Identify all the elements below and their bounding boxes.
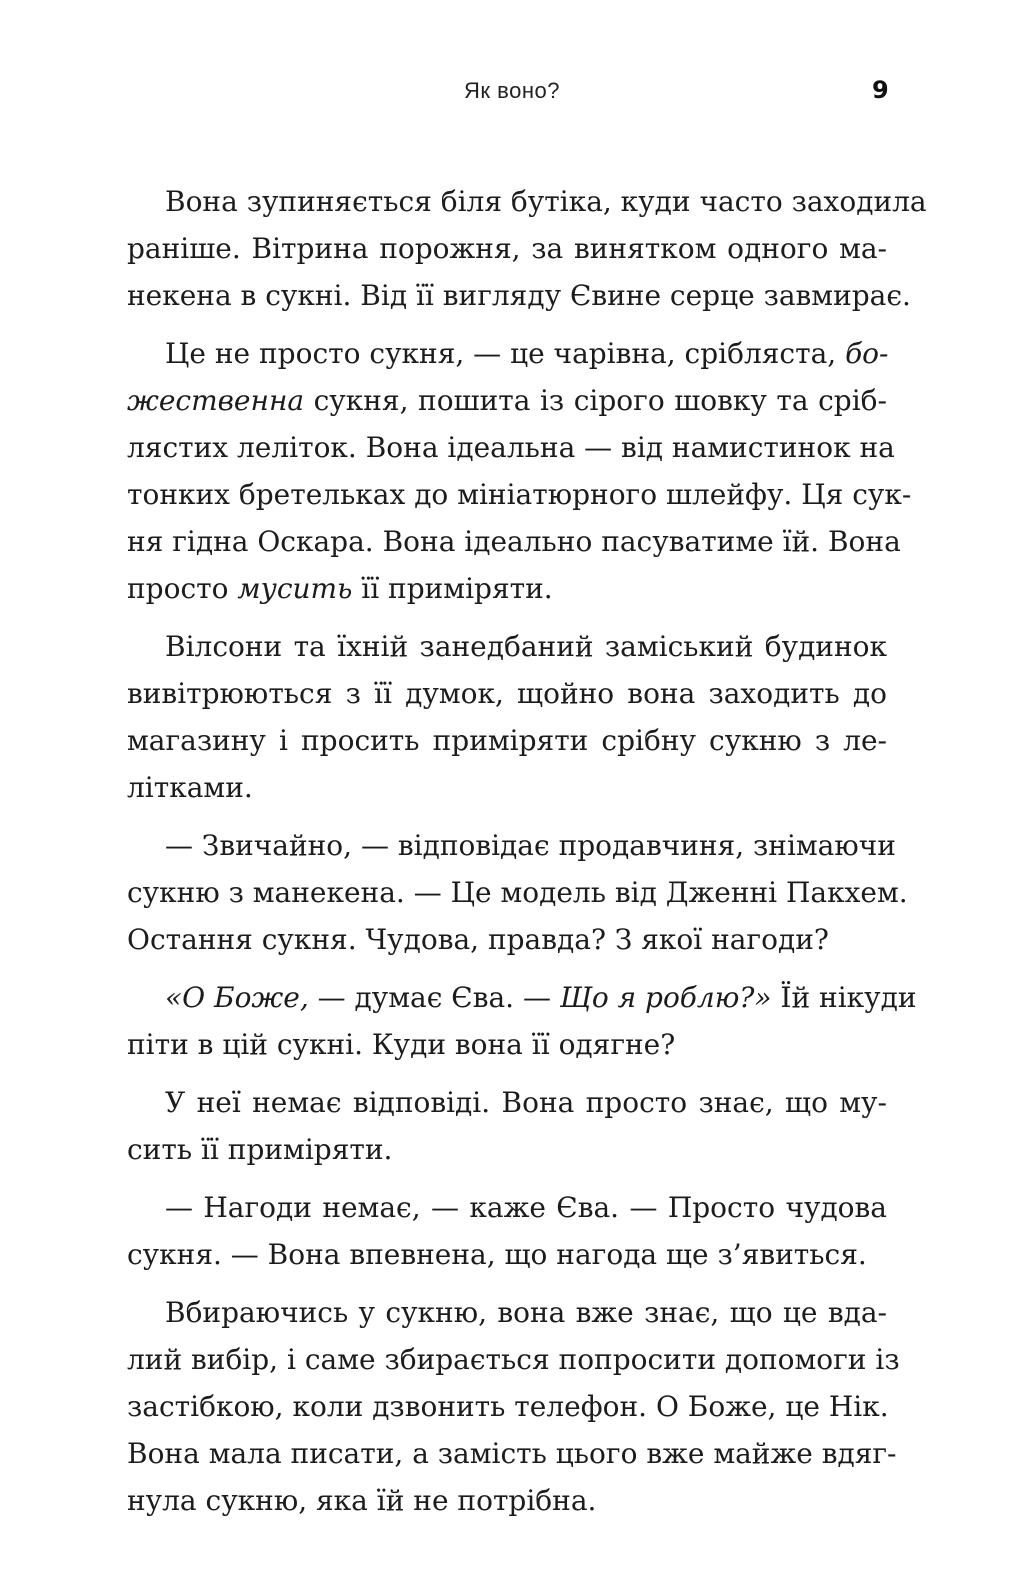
paragraph (127, 1184, 887, 1278)
text-line (127, 272, 911, 319)
text-run: ня гідна Оскара. Вона ідеально пасуватиме їй. Вона (127, 525, 901, 558)
paragraph (127, 623, 887, 811)
text-line (127, 764, 887, 811)
text-line (127, 330, 887, 377)
text-run: Вбираючись у сукню, вона вже знає, що це вда- (165, 1296, 887, 1329)
text-run: сукня. — Вона впевнена, що нагода ще з’явиться. (127, 1238, 867, 1271)
text-line (127, 1289, 887, 1336)
text-line (127, 471, 912, 518)
text-run: Вілсони та їхній занедбаний заміський будинок (165, 630, 887, 663)
text-run: лий вибір, і саме збирається попросити допомоги із (127, 1343, 900, 1376)
paragraph (127, 974, 917, 1068)
italic-text: «О Боже, (165, 981, 309, 1014)
text-line (127, 1021, 887, 1068)
text-run: Вона мала писати, а замість цього вже майже вдяг- (127, 1437, 897, 1470)
text-line (127, 1231, 887, 1278)
text-run: застібкою, коли дзвонить телефон. О Боже, це Нік. (127, 1390, 889, 1423)
text-run: — Нагоди немає, — каже Єва. — Просто чудова (165, 1191, 887, 1224)
text-line (127, 717, 887, 764)
body-text (127, 178, 927, 1535)
italic-text: Що я роблю?» (559, 981, 772, 1014)
text-line (127, 518, 901, 565)
paragraph (127, 1289, 900, 1524)
text-line (127, 1383, 887, 1430)
text-line (127, 623, 887, 670)
text-line (127, 974, 917, 1021)
text-run: вивітрюються з її думок, щойно вона заходить до (127, 677, 887, 710)
text-run: Вона зупиняється біля бутіка, куди часто заходила (165, 185, 927, 218)
text-run: раніше. Вітрина порожня, за винятком одного ма- (127, 232, 887, 265)
paragraph (127, 330, 912, 612)
text-line (127, 1477, 887, 1524)
running-head (0, 78, 1024, 118)
text-run: сукня, пошита із сірого шовку та сріб- (304, 384, 887, 417)
text-line (127, 1336, 900, 1383)
text-run: сукню з манекена. — Це модель від Дженні Пакхем. (127, 876, 908, 909)
text-line (127, 377, 887, 424)
text-line (127, 565, 887, 612)
page-number: 9 (872, 76, 889, 104)
text-run: — Звичайно, — відповідає продавчиня, знімаючи (165, 829, 896, 862)
text-run: піти в цій сукні. Куди вона її одягне? (127, 1028, 676, 1061)
running-title: Як воно? (464, 78, 560, 103)
text-run: — думає Єва. — (308, 981, 560, 1014)
text-line (127, 916, 887, 963)
text-line (127, 1184, 887, 1231)
paragraph (127, 178, 927, 319)
text-run: літками. (127, 771, 253, 804)
text-run: її приміряти. (352, 572, 553, 605)
text-run: просто (127, 572, 238, 605)
text-line (127, 869, 908, 916)
text-line (127, 1430, 897, 1477)
text-run: Це не просто сукня, — це чарівна, срібляста, (165, 337, 846, 370)
paragraph (127, 1079, 887, 1173)
text-line (127, 822, 896, 869)
italic-text: бо- (845, 337, 889, 370)
text-run: лястих лелiток. Вона ідеальна — від намистинок на (127, 431, 895, 464)
text-run: сить її приміряти. (127, 1133, 393, 1166)
text-line (127, 424, 895, 471)
italic-text: жественна (127, 384, 305, 417)
text-run: Остання сукня. Чудова, правда? З якої нагоди? (127, 923, 829, 956)
text-run: тонких бретельках до мініатюрного шлейфу. Ця сук- (127, 478, 912, 511)
text-line (127, 225, 887, 272)
text-run: У неї немає відповіді. Вона просто знає, що му- (165, 1086, 887, 1119)
text-line (127, 1126, 887, 1173)
text-run: некена в сукні. Від її вигляду Євине серце завмирає. (127, 279, 911, 312)
paragraph (127, 822, 908, 963)
text-line (127, 670, 887, 717)
text-run: нула сукню, яка їй не потрібна. (127, 1484, 597, 1517)
text-line (127, 1079, 887, 1126)
text-run: магазину і просить приміряти срібну сукню з ле- (127, 724, 887, 757)
text-run: Їй нікуди (771, 981, 917, 1014)
text-line (127, 178, 927, 225)
italic-text: мусить (237, 572, 353, 605)
